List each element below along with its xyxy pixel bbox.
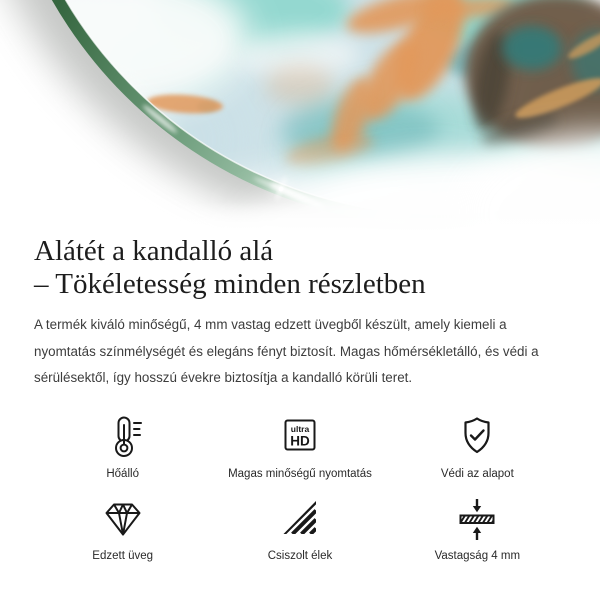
feature-label: Hőálló [106,467,139,480]
feature-label: Csiszolt élek [267,549,333,562]
feature-tempered-glass [34,496,211,562]
feature-protects-base [389,414,566,480]
beveled-edge-icon [277,496,323,542]
ultra-hd-icon [277,414,323,460]
compressed-thickness-icon [454,496,500,542]
page-title-line1: Alátét a kandalló alá [34,235,274,267]
feature-heat-resistant [34,414,211,480]
thermometer-icon [100,414,146,460]
svg-text:ultra: ultra [290,423,310,434]
shield-check-icon [454,414,500,460]
feature-label: Vastagság 4 mm [434,549,521,562]
svg-text:HD: HD [290,433,310,448]
diamond-icon [100,496,146,542]
product-hero [0,0,600,232]
feature-label: Védi az alapot [440,467,514,480]
feature-label: Edzett üveg [92,549,154,562]
feature-label: Magas minőségű nyomtatás [228,467,372,480]
product-description-text: A termék kiváló minőségű, 4 mm vastag edzett üvegből készült, amely kiemeli a nyomtatás színmélységét és elegáns fényt biztosít. Magas hőmérsékletálló, és védi a sérülésektől, így hosszú évekre biztosítja a kandalló körüli teret. [34,317,539,385]
feature-polished-edges [211,496,388,562]
product-description-section [0,235,600,562]
bottom-fade [0,202,600,232]
glass-plate-image [0,0,600,232]
feature-grid [34,414,566,562]
feature-thickness-4mm [389,496,566,562]
page-title-line2: – Tökéletesség minden részletben [34,268,426,300]
page-title [34,235,566,301]
feature-high-quality-print [211,414,388,480]
